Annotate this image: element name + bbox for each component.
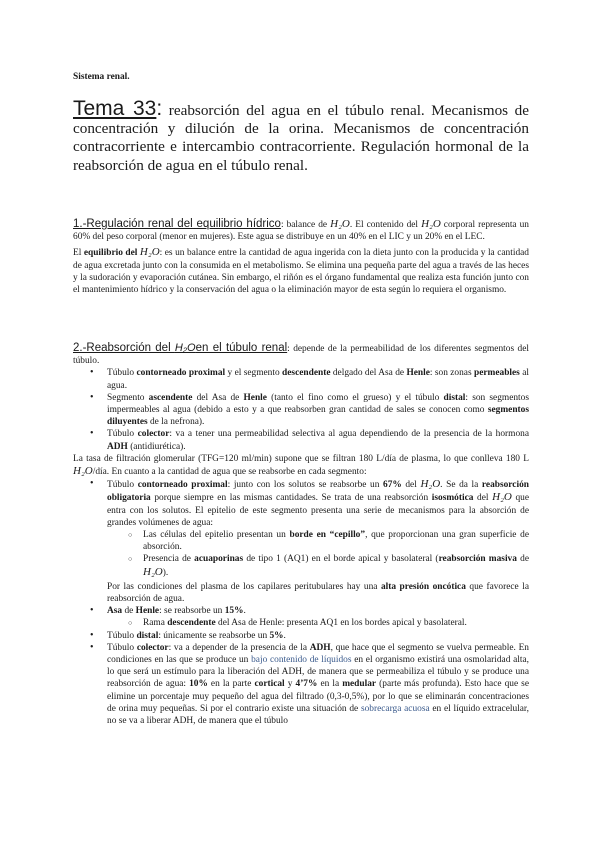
section-2-heading: 2.-Reabsorción del H₂Oen el túbulo renal	[73, 342, 288, 354]
math-h2o: H₂O	[143, 565, 163, 578]
sublist-item: ○ Las células del epitelio presentan un borde en “cepillo”, que proporcionan una gran superficie de absorción.	[107, 529, 529, 553]
permeability-list	[73, 367, 529, 452]
math-h2o: H₂O	[330, 218, 350, 230]
list-item-henle: • Asa de Henle: se reabsorbe un 15%. ○ Rama descendente del Asa de Henle: presenta AQ1 en los bordes apical y basolateral.	[73, 605, 529, 629]
list-item-distal: • Túbulo distal: únicamente se reabsorbe un 5%.	[73, 630, 529, 642]
document-header: Sistema renal.	[73, 72, 130, 82]
list-item-collector: • Túbulo colector: va a depender de la presencia de la ADH, que hace que el segmento se vuelva permeable. En condiciones en las que se produce un bajo contenido de líquidos en el organismo existirá una osmolaridad alta, lo que será un estímulo para la liberación del ADH, de manera que se permeabiliza el túbulo y se produce una reabsorción de agua: 10% en la parte cortical y 4’7% en la medular (parte más profunda). Esto hace que se elimine un porcentaje muy pequeño del agua del filtrado (0,3-0,5%), por lo que se eliminarán concentraciones de orina muy pequeñas. Si por el contrario existe una situación de sobrecarga acuosa en el líquido extracelular, no se va a liberar ADH, de manera que el túbulo	[73, 642, 529, 727]
section-1-paragraph-2: El equilibrio del H₂O: es un balance entre la cantidad de agua ingerida con la dieta junto con la producida y la cantidad de agua excretada junto con la consumida en el metabolismo. Se elimina una pequeña parte del agua a través de las heces y la sudoración y evaporación cutánea. Sin embargo, el riñón es el órgano fundamental que realiza esta función junto con el mantenimiento hídrico y la conservación del agua o la eliminación mayor de esta según lo requiera el organismo.	[73, 246, 529, 296]
reabsorption-list	[73, 478, 529, 727]
list-item: • Túbulo colector: va a tener una permeabilidad selectiva al agua dependiendo de la presencia de la hormona ADH (antidiurética).	[73, 428, 529, 452]
sublist-item: ○ Presencia de acuaporinas de tipo 1 (AQ1) en el borde apical y basolateral (reabsorción masiva de H₂O).	[107, 553, 529, 578]
math-h2o: H₂O	[420, 478, 441, 491]
section-1-paragraph-1: 1.-Regulación renal del equilibrio hídrico: balance de H₂O. El contenido del H₂O corporal representa un 60% del peso corporal (menor en mujeres). Este agua se distribuye en un 40% en el LIC y un 20% en el LEC.	[73, 218, 529, 243]
section-2	[73, 342, 529, 727]
title-text: reabsorción del agua en el túbulo renal. Mecanismos de concentración y dilución de la orina. Mecanismos de concentración contracorriente e intercambio contracorriente. Regulación hormonal de la reabsorción de agua en el túbulo renal.	[73, 102, 530, 174]
list-item-proximal: • Túbulo contorneado proximal: junto con los solutos se reabsorbe un 67% del H₂O. Se da la reabsorción obligatoria porque siempre en las mismas cantidades. Se trata de una reabsorción isosmótica del H₂O que entra con los solutos. El epitelio de este segmento presenta una serie de mecanismos para la absorción de grandes volúmenes de agua: ○ Las células del epitelio presentan un borde en “cepillo”, que proporcionan una gran superficie de absorción. ○ Presencia de acuaporinas de tipo 1 (AQ1) en el borde apical y basolateral (reabsorción masiva de H₂O). Por las condiciones del plasma de los capilares peritubulares hay una alta presión oncótica que favorece la reabsorción de agua.	[73, 478, 529, 605]
filtration-rate-paragraph: La tasa de filtración glomerular (TFG=120 ml/min) supone que se filtran 180 L/día de plasma, lo que conlleva 180 L H₂O/día. En cuanto a la cantidad de agua que se reabsorbe en cada segmento:	[73, 453, 529, 478]
henle-sublist	[107, 617, 529, 629]
math-h2o: H₂O	[139, 246, 160, 259]
math-h2o: H₂O	[492, 491, 512, 504]
proximal-sublist	[107, 529, 529, 579]
math-h2o: H₂O	[73, 465, 93, 478]
list-item: • Segmento ascendente del Asa de Henle (tanto el fino como el grueso) y el túbulo distal: son segmentos impermeables al agua (debido a esto y a que reabsorben gran cantidad de sales se conocen como segmentos diluyentes de la nefrona).	[73, 392, 529, 429]
water-overload-link[interactable]: sobrecarga acuosa	[360, 703, 430, 714]
list-item: • Túbulo contorneado proximal y el segmento descendente delgado del Asa de Henle: son zonas permeables al agua.	[73, 367, 529, 391]
sublist-item: ○ Rama descendente del Asa de Henle: presenta AQ1 en los bordes apical y basolateral.	[107, 617, 529, 629]
document-title	[73, 97, 530, 175]
math-h2o: H₂O	[421, 218, 441, 230]
section-2-intro: 2.-Reabsorción del H₂Oen el túbulo renal: depende de la permeabilidad de los diferentes segmentos del túbulo.	[73, 342, 529, 367]
tema-number: Tema 33	[73, 97, 157, 120]
section-1-heading: 1.-Regulación renal del equilibrio hídrico	[73, 218, 281, 230]
title-colon: :	[156, 97, 163, 120]
oncotic-pressure-paragraph: Por las condiciones del plasma de los capilares peritubulares hay una alta presión oncótica que favorece la reabsorción de agua.	[107, 581, 529, 605]
section-1	[73, 218, 529, 296]
math-h2o: H₂O	[174, 342, 196, 354]
low-fluid-link[interactable]: bajo contenido de líquidos	[251, 655, 352, 666]
